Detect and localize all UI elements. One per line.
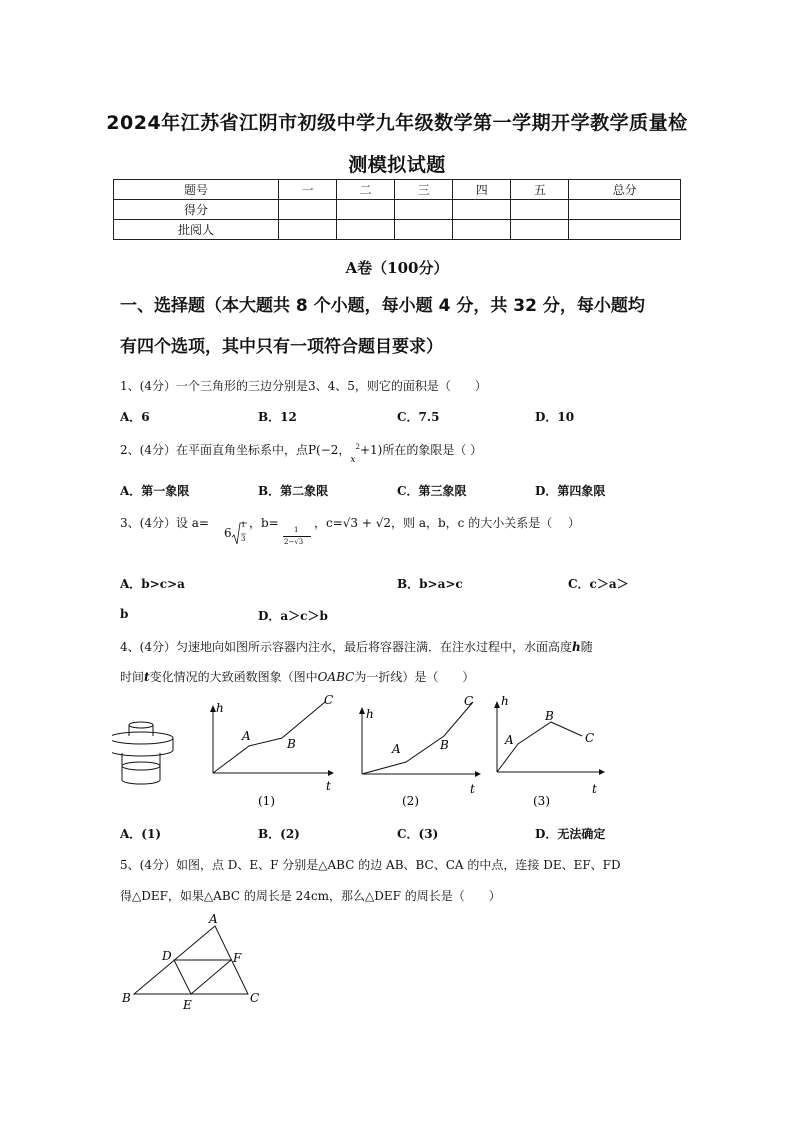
- q3-option-c[interactable]: C．c＞a＞: [568, 577, 629, 591]
- score-cell[interactable]: [279, 200, 337, 220]
- graph-2-t-label: t: [470, 782, 475, 796]
- q3-b-fraction-bar: [283, 536, 311, 537]
- score-header-cell: 题号: [114, 180, 279, 200]
- graph-1-a-label: A: [242, 729, 251, 743]
- score-cell[interactable]: [453, 200, 511, 220]
- graph-2-a-label: A: [392, 742, 401, 756]
- score-cell[interactable]: [337, 200, 395, 220]
- section-heading-line2: 有四个选项，其中只有一项符合题目要求）: [120, 337, 443, 357]
- q5-triangle-figure: [116, 908, 276, 1014]
- score-cell[interactable]: [337, 220, 395, 240]
- score-cell[interactable]: [569, 220, 681, 240]
- q2-text-a: 2、(4分）在平面直角坐标系中，点P(−2，: [120, 443, 351, 457]
- q3-b-numerator: 1: [294, 526, 299, 534]
- graph-1-b-label: B: [287, 737, 296, 751]
- q1-option-a[interactable]: A．6: [120, 410, 150, 424]
- q2-text-b: +1)所在的象限是（ ）: [359, 443, 483, 457]
- q2-option-b[interactable]: B．第二象限: [258, 484, 329, 498]
- graph-1[interactable]: [210, 693, 334, 808]
- score-header-cell: 二: [337, 180, 395, 200]
- point-d-label: D: [162, 949, 172, 963]
- graph-3[interactable]: [494, 694, 605, 808]
- score-header-cell: 三: [395, 180, 453, 200]
- q4-option-b[interactable]: B．(2): [258, 827, 300, 841]
- q4-line1-a: 4、(4分）匀速地向如图所示容器内注水，最后将容器注满．在注水过程中，水面高度: [120, 640, 572, 654]
- triangle-def: [174, 960, 231, 994]
- score-header-cell: 五: [511, 180, 569, 200]
- score-cell[interactable]: [569, 200, 681, 220]
- q4-h-symbol: h: [571, 640, 581, 654]
- q3-c-label: ，c=√3 + √2，则 a，b，c 的大小关系是（ ）: [314, 516, 581, 530]
- q3-option-d[interactable]: D．a＞c＞b: [258, 609, 328, 623]
- paper-title-line2: 测模拟试题: [348, 154, 446, 176]
- q3-a-denominator: 3: [241, 535, 246, 543]
- question-4-line1: [120, 638, 593, 655]
- graph-2[interactable]: [359, 694, 481, 808]
- question-5-line2: 得△DEF，如果△ABC 的周长是 24cm，那么△DEF 的周长是（ ）: [120, 889, 501, 903]
- paper-title-line1: 2024年江苏省江阴市初级中学九年级数学第一学期开学教学质量检: [106, 112, 688, 134]
- water-container-icon: [112, 722, 173, 784]
- score-header-cell: 四: [453, 180, 511, 200]
- score-row: [114, 200, 681, 220]
- graph-1-t-label: t: [326, 779, 331, 793]
- point-a-label: A: [209, 912, 218, 926]
- q3-a-label: 3、(4分）设 a=: [120, 516, 209, 530]
- score-cell[interactable]: [511, 220, 569, 240]
- graph-2-caption: (2): [402, 794, 419, 808]
- score-cell[interactable]: [511, 200, 569, 220]
- point-f-label: F: [233, 951, 242, 965]
- score-header-cell: 一: [279, 180, 337, 200]
- score-cell[interactable]: [279, 220, 337, 240]
- reviewer-row: [114, 220, 681, 240]
- q4-option-a[interactable]: A．(1): [120, 827, 162, 841]
- graph-2-c-label: C: [464, 694, 474, 708]
- q3-option-a[interactable]: A．b>c>a: [120, 577, 185, 591]
- question-2-text: [120, 441, 483, 465]
- score-row-label: 批阅人: [114, 220, 279, 240]
- point-e-label: E: [183, 998, 192, 1012]
- graph-1-polyline: [213, 702, 325, 773]
- graph-3-c-label: C: [585, 731, 595, 745]
- section-heading-line1: 一、选择题（本大题共 8 个小题，每小题 4 分，共 32 分，每小题均: [120, 296, 645, 316]
- q2-option-d[interactable]: D．第四象限: [535, 484, 606, 498]
- q4-line2-a: 时间: [120, 670, 145, 684]
- q3-option-b[interactable]: B．b>a>c: [397, 577, 463, 591]
- q3-b-label: ，b=: [249, 516, 279, 530]
- point-b-label: B: [122, 991, 131, 1005]
- q3-a-numerator: 1: [241, 521, 246, 529]
- q1-option-c[interactable]: C．7.5: [397, 410, 440, 424]
- question-4-line2: [120, 668, 474, 685]
- score-cell[interactable]: [395, 220, 453, 240]
- point-c-label: C: [250, 991, 260, 1005]
- graph-3-b-label: B: [545, 709, 554, 723]
- volume-heading: A卷（100分）: [345, 259, 449, 277]
- question-1-text: 1、(4分）一个三角形的三边分别是3、4、5，则它的面积是（ ）: [120, 379, 487, 393]
- graph-3-h-label: h: [501, 694, 509, 708]
- question-5-line1: 5、(4分）如图，点 D、E、F 分别是△ABC 的边 AB、BC、CA 的中点，连接 DE、EF、FD: [120, 858, 621, 872]
- graph-3-t-label: t: [592, 782, 597, 796]
- q3-a-coef: 6: [224, 526, 232, 540]
- graph-3-caption: (3): [533, 794, 550, 808]
- q2-option-a[interactable]: A．第一象限: [120, 484, 190, 498]
- q4-oabc: OABC: [317, 670, 355, 684]
- graph-2-h-label: h: [366, 707, 374, 721]
- q4-t-symbol: t: [144, 670, 150, 684]
- graph-3-a-label: A: [505, 733, 514, 747]
- q4-option-c[interactable]: C．(3): [397, 827, 439, 841]
- q1-option-b[interactable]: B．12: [258, 410, 297, 424]
- graph-1-h-label: h: [216, 701, 224, 715]
- score-table-header-row: [114, 180, 681, 200]
- q4-line2-b: 变化情况的大致函数图象（图中: [149, 670, 318, 684]
- score-table: [113, 179, 681, 240]
- q4-line1-b: 随: [580, 640, 593, 654]
- q2-option-c[interactable]: C．第三象限: [397, 484, 467, 498]
- graph-1-c-label: C: [324, 693, 334, 707]
- score-header-cell: 总分: [569, 180, 681, 200]
- q2-exponent: 2: [355, 443, 360, 451]
- graph-2-b-label: B: [440, 738, 449, 752]
- graph-2-polyline: [362, 702, 473, 774]
- q4-figure: [112, 690, 612, 812]
- q2-x-symbol: x: [350, 455, 356, 465]
- q3-option-c-wrap: b: [120, 607, 129, 621]
- q4-option-d[interactable]: D．无法确定: [535, 827, 606, 841]
- graph-1-caption: (1): [258, 794, 275, 808]
- score-row-label: 得分: [114, 200, 279, 220]
- score-cell[interactable]: [453, 220, 511, 240]
- graph-3-polyline: [497, 722, 582, 772]
- q4-line2-c: 为一折线）是（ ）: [354, 670, 475, 684]
- score-cell[interactable]: [395, 200, 453, 220]
- q3-b-denominator: 2−√3: [284, 538, 304, 546]
- q1-option-d[interactable]: D．10: [535, 410, 575, 424]
